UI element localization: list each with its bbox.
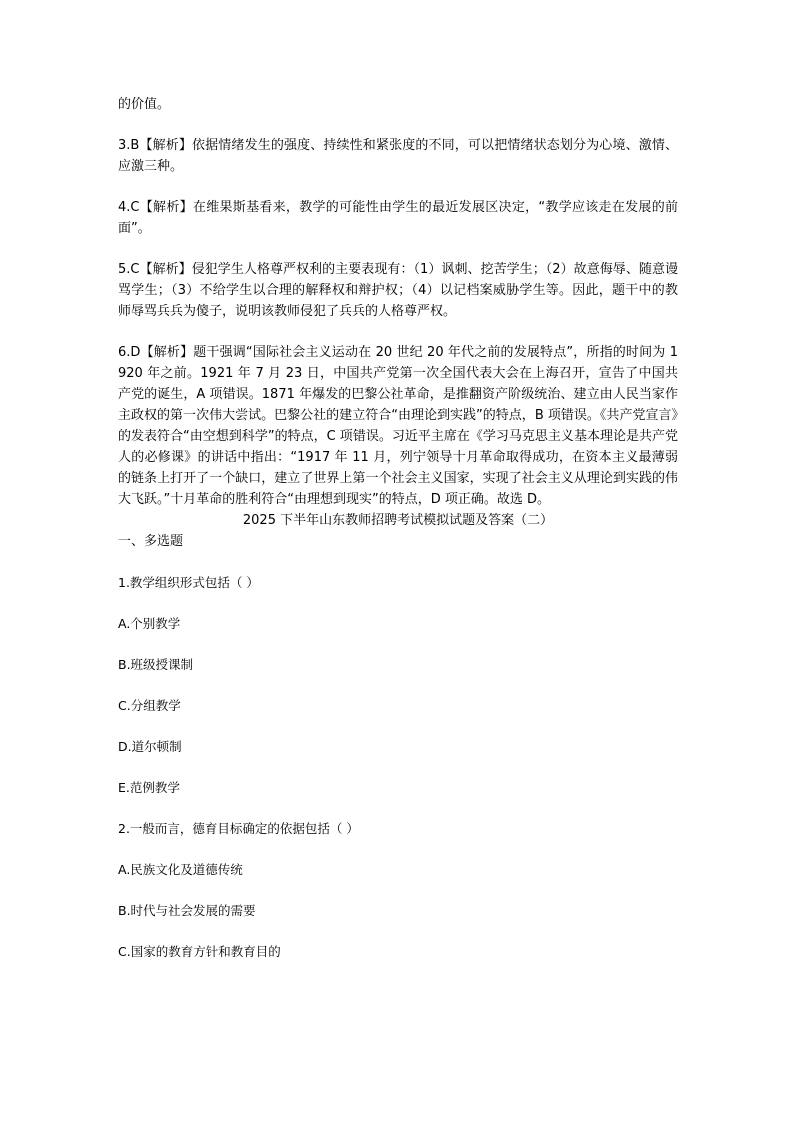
question-1-option-c: C.分组教学 (118, 698, 181, 713)
answer-5-explanation: 5.C【解析】侵犯学生人格尊严权利的主要表现有：（1）讽刺、挖苦学生；（2）故意侮辱、随意谩骂学生；（3）不给学生以合理的解释权和辩护权；（4）以记档案威胁学生等。因此，题干中的教师辱骂兵兵为傻子，说明该教师侵犯了兵兵的人格尊严权。 (118, 262, 678, 319)
question-1-option-e: E.范例教学 (118, 780, 180, 795)
question-2-stem: 2.一般而言，德育目标确定的依据包括（ ） (118, 821, 359, 836)
answer-4-explanation: 4.C【解析】在维果斯基看来，教学的可能性由学生的最近发展区决定，“教学应该走在发展的前面”。 (118, 200, 678, 236)
question-1-stem: 1.教学组织形式包括（ ） (118, 575, 259, 590)
intro-fragment: 的价值。 (118, 97, 171, 112)
document-content (118, 94, 678, 982)
question-1-option-b: B.班级授课制 (118, 657, 194, 672)
exam-title: 2025 下半年山东教师招聘考试模拟试题及答案（二） (242, 513, 554, 528)
section-heading: 一、多选题 (118, 534, 184, 549)
question-2-option-b: B.时代与社会发展的需要 (118, 903, 256, 918)
question-1-option-d: D.道尔顿制 (118, 739, 182, 754)
answer-3-explanation: 3.B【解析】依据情绪发生的强度、持续性和紧张度的不同，可以把情绪状态划分为心境、激情、应激三种。 (118, 138, 678, 174)
question-1-option-a: A.个别教学 (118, 616, 181, 631)
answer-6-explanation: 6.D【解析】题干强调“国际社会主义运动在 20 世纪 20 年代之前的发展特点”，所指的时间为 1920 年之前。1921 年 7 月 23 日，中国共产党第一次全国代表大会在上海召开，宣告了中国共产党的诞生，A 项错误。1871 年爆发的巴黎公社革命，是推翻资产阶级统治、建立由人民当家作主政权的第一次伟大尝试。巴黎公社的建立符合“由理论到实践”的特点，B 项错误。《共产党宣言》的发表符合“由空想到科学”的特点，C 项错误。习近平主席在《学习马克思主义基本理论是共产党人的必修课》的讲话中指出：“1917 年 11 月，列宁领导十月革命取得成功，在资本主义最薄弱的链条上打开了一个缺口，建立了世界上第一个社会主义国家，实现了社会主义从理论到实践的伟大飞跃。”十月革命的胜利符合“由理想到现实”的特点，D 项正确。故选 D。 (118, 345, 678, 507)
question-2-option-c: C.国家的教育方针和教育目的 (118, 944, 281, 959)
question-2-option-a: A.民族文化及道德传统 (118, 862, 243, 877)
